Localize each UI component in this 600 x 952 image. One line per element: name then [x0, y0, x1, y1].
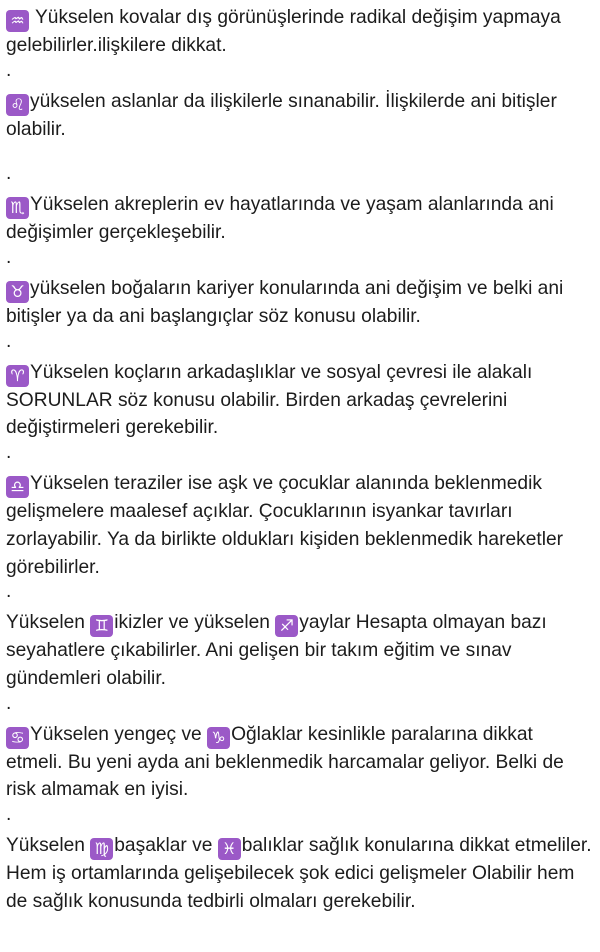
separator-dot: . — [6, 692, 12, 714]
separator-dot: . — [6, 804, 12, 826]
separator-dot: . — [6, 163, 12, 185]
separator-dot: . — [6, 330, 12, 352]
cancer-icon: ♋ — [6, 727, 29, 749]
paragraph-cancer-capricorn — [6, 721, 592, 805]
paragraph-text: yaylar Hesapta olmayan bazı seyahatlere çıkabilirler. Ani gelişen bir takım eğitim ve sınav gündemleri olabilir. — [6, 612, 547, 689]
paragraph-text: yükselen aslanlar da ilişkilerle sınanabilir. İlişkilerde ani bitişler olabilir. — [6, 90, 557, 140]
pisces-icon: ♓ — [218, 838, 241, 860]
paragraph-text: Yükselen — [6, 612, 91, 634]
paragraph-leo — [6, 88, 592, 144]
virgo-icon: ♍ — [90, 838, 113, 860]
paragraph-text: ikizler ve yükselen — [114, 612, 276, 634]
taurus-icon: ♉ — [6, 281, 29, 303]
leo-icon: ♌ — [6, 94, 29, 116]
paragraph-virgo-pisces — [6, 832, 592, 916]
paragraph-text: Oğlaklar kesinlikle paralarına dikkat etmeli. Bu yeni ayda ani beklenmedik harcamalar geliyor. Belki de risk almamak en iyisi. — [6, 723, 564, 801]
separator-dot: . — [6, 247, 12, 269]
separator-dot: . — [6, 581, 12, 603]
paragraph-text: Yükselen akreplerin ev hayatlarında ve yaşam alanlarında ani değişimler gerçekleşebilir. — [6, 194, 554, 244]
paragraph-aries — [6, 359, 592, 443]
separator-dot: . — [6, 442, 12, 464]
paragraph-text: başaklar ve — [114, 834, 218, 856]
paragraph-text: balıklar sağlık konularına dikkat etmeliler. Hem iş ortamlarında gelişebilecek şok edici gelişmeler Olabilir hem de sağlık konusunda tedbirli olmaları gerekebilir. — [6, 834, 592, 912]
paragraph-text: yükselen boğaların kariyer konularında ani değişim ve belki ani bitişler ya da ani başlangıçlar söz konusu olabilir. — [6, 277, 564, 327]
libra-icon: ♎ — [6, 476, 29, 498]
capricorn-icon: ♑ — [207, 727, 230, 749]
paragraph-text: Yükselen kovalar dış görünüşlerinde radikal değişim yapmaya gelebilirler.ilişkilere dikkat. — [6, 7, 561, 56]
paragraph-scorpio — [6, 191, 592, 247]
paragraph-text: Yükselen yengeç ve — [30, 723, 208, 745]
paragraph-aquarius — [6, 4, 592, 60]
separator-dot: . — [6, 59, 12, 81]
sagittarius-icon: ♐ — [275, 615, 298, 637]
scorpio-icon: ♏ — [6, 197, 29, 219]
paragraph-text: Yükselen teraziler ise aşk ve çocuklar alanında beklenmedik gelişmelere maalesef açıklar. Çocuklarının isyankar tavırları zorlayabilir. Ya da birlikte oldukları kişiden beklenmedik hareketler görebilirler. — [6, 472, 564, 578]
paragraph-text: Yükselen koçların arkadaşlıklar ve sosyal çevresi ile alakalı SORUNLAR söz konusu olabilir. Birden arkadaş çevrelerini değiştirmeleri gerekebilir. — [6, 361, 533, 439]
paragraph-libra — [6, 470, 592, 581]
aries-icon: ♈ — [6, 365, 29, 387]
gemini-icon: ♊ — [90, 615, 113, 637]
paragraph-gemini-sagittarius — [6, 609, 592, 693]
paragraph-taurus — [6, 275, 592, 331]
aquarius-icon: ♒ — [6, 10, 29, 32]
paragraph-text: Yükselen — [6, 834, 91, 856]
